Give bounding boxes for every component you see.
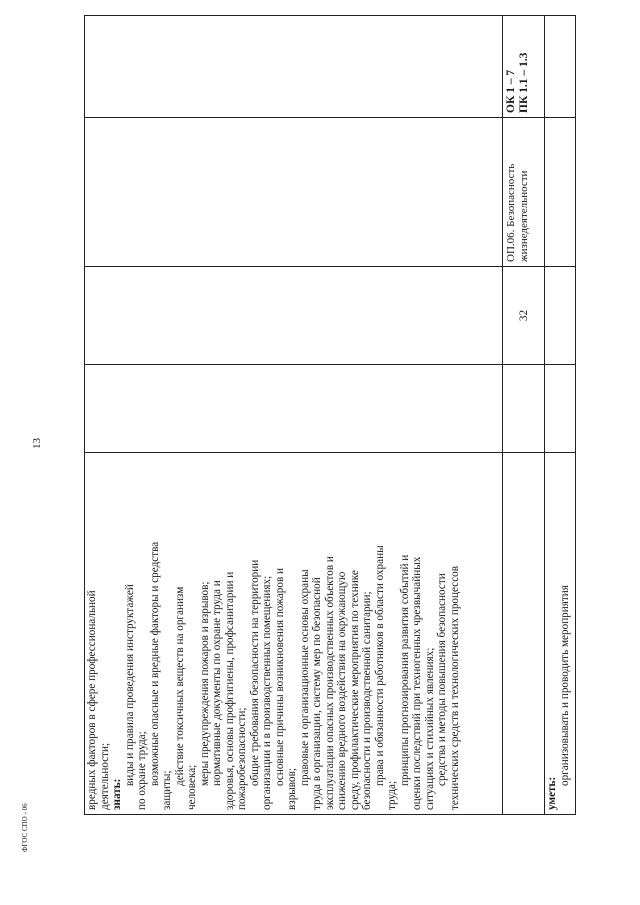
content-text	[545, 453, 571, 814]
empty-cell	[545, 364, 575, 452]
empty-cell	[85, 15, 503, 117]
section-label: уметь:	[546, 776, 558, 810]
table-row	[502, 15, 545, 815]
text-line: пожаробезопасности;	[236, 707, 248, 810]
competence-codes-cell	[503, 15, 545, 117]
hours-value: 32	[517, 309, 530, 322]
empty-cell	[545, 266, 575, 364]
text-line: нормативные документы по охране труда и	[211, 580, 223, 786]
text-line: деятельности;	[98, 742, 111, 810]
text-line: защиты;	[161, 770, 173, 810]
text-line: ситуациях и стихийных явлениях;	[423, 647, 436, 810]
text-line: действие токсичных веществ на организм	[173, 586, 186, 786]
text-line: правовые и организационные основы охраны	[298, 569, 311, 786]
content-text	[85, 453, 461, 814]
text-line: труда;	[386, 780, 398, 810]
text-line: права и обязанности работников в области охраны	[373, 545, 386, 786]
text-line: виды и правила проведения инструктажей	[123, 584, 136, 786]
text-line: эксплуатации опасных производственных объектов и	[323, 556, 336, 810]
text-line: по охране труда;	[136, 731, 148, 810]
table-row	[84, 15, 503, 815]
text-line: человека;	[186, 764, 198, 810]
table-row	[544, 15, 576, 815]
text-line: средства и методы повышения безопасности	[436, 573, 448, 786]
text-line: принципы прогнозирования развития событий и	[398, 554, 411, 786]
empty-cell	[503, 452, 545, 815]
text-line: организовывать и проводить мероприятия	[558, 585, 571, 786]
page-number: 13	[31, 438, 43, 449]
text-line: среду, профилактические мероприятия по технике	[348, 570, 361, 810]
text-line: труда в организации, систему мер по безопасной	[311, 577, 323, 810]
text-line: здоровья, основы профгигиены, профсанитарии и	[223, 571, 236, 810]
empty-cell	[85, 117, 503, 266]
text-line: организации и в производственных помещениях;	[261, 575, 273, 810]
empty-cell	[545, 117, 575, 266]
text-line: оценки последствий при техногенных чрезвычайных	[411, 556, 423, 810]
text-line: общие требования безопасности на территории	[248, 559, 261, 786]
content-cell	[545, 452, 575, 815]
content-cell	[85, 452, 503, 815]
text-line: безопасности и производственной санитарии;	[361, 591, 373, 810]
hours-cell	[503, 266, 545, 364]
text-line: вредных факторов в сфере профессиональной	[86, 590, 98, 810]
curriculum-table	[84, 15, 574, 815]
text-line: основные причины возникновения пожаров и	[273, 567, 286, 786]
general-competence-code: ОК 1 – 7	[505, 69, 517, 113]
discipline-cell: ОП.06. Безопасность жизнедеятельности	[503, 117, 545, 266]
empty-cell	[85, 266, 503, 364]
page-footer: ФГОС СПО - 06	[21, 803, 29, 852]
empty-cell	[85, 364, 503, 452]
empty-cell	[503, 364, 545, 452]
text-line: возможные опасные и вредные факторы и средства	[148, 541, 161, 786]
section-label: знать:	[111, 778, 123, 810]
text-line: снижению вредного воздействия на окружающую	[336, 571, 348, 810]
text-line: взрывов;	[286, 767, 298, 810]
text-line: меры предупреждения пожаров и взрывов;	[198, 581, 211, 786]
text-line: технических средств и технологических процессов	[448, 565, 461, 810]
professional-competence-code: ПК 1.1 – 1.3	[518, 52, 530, 113]
empty-cell	[545, 15, 575, 117]
